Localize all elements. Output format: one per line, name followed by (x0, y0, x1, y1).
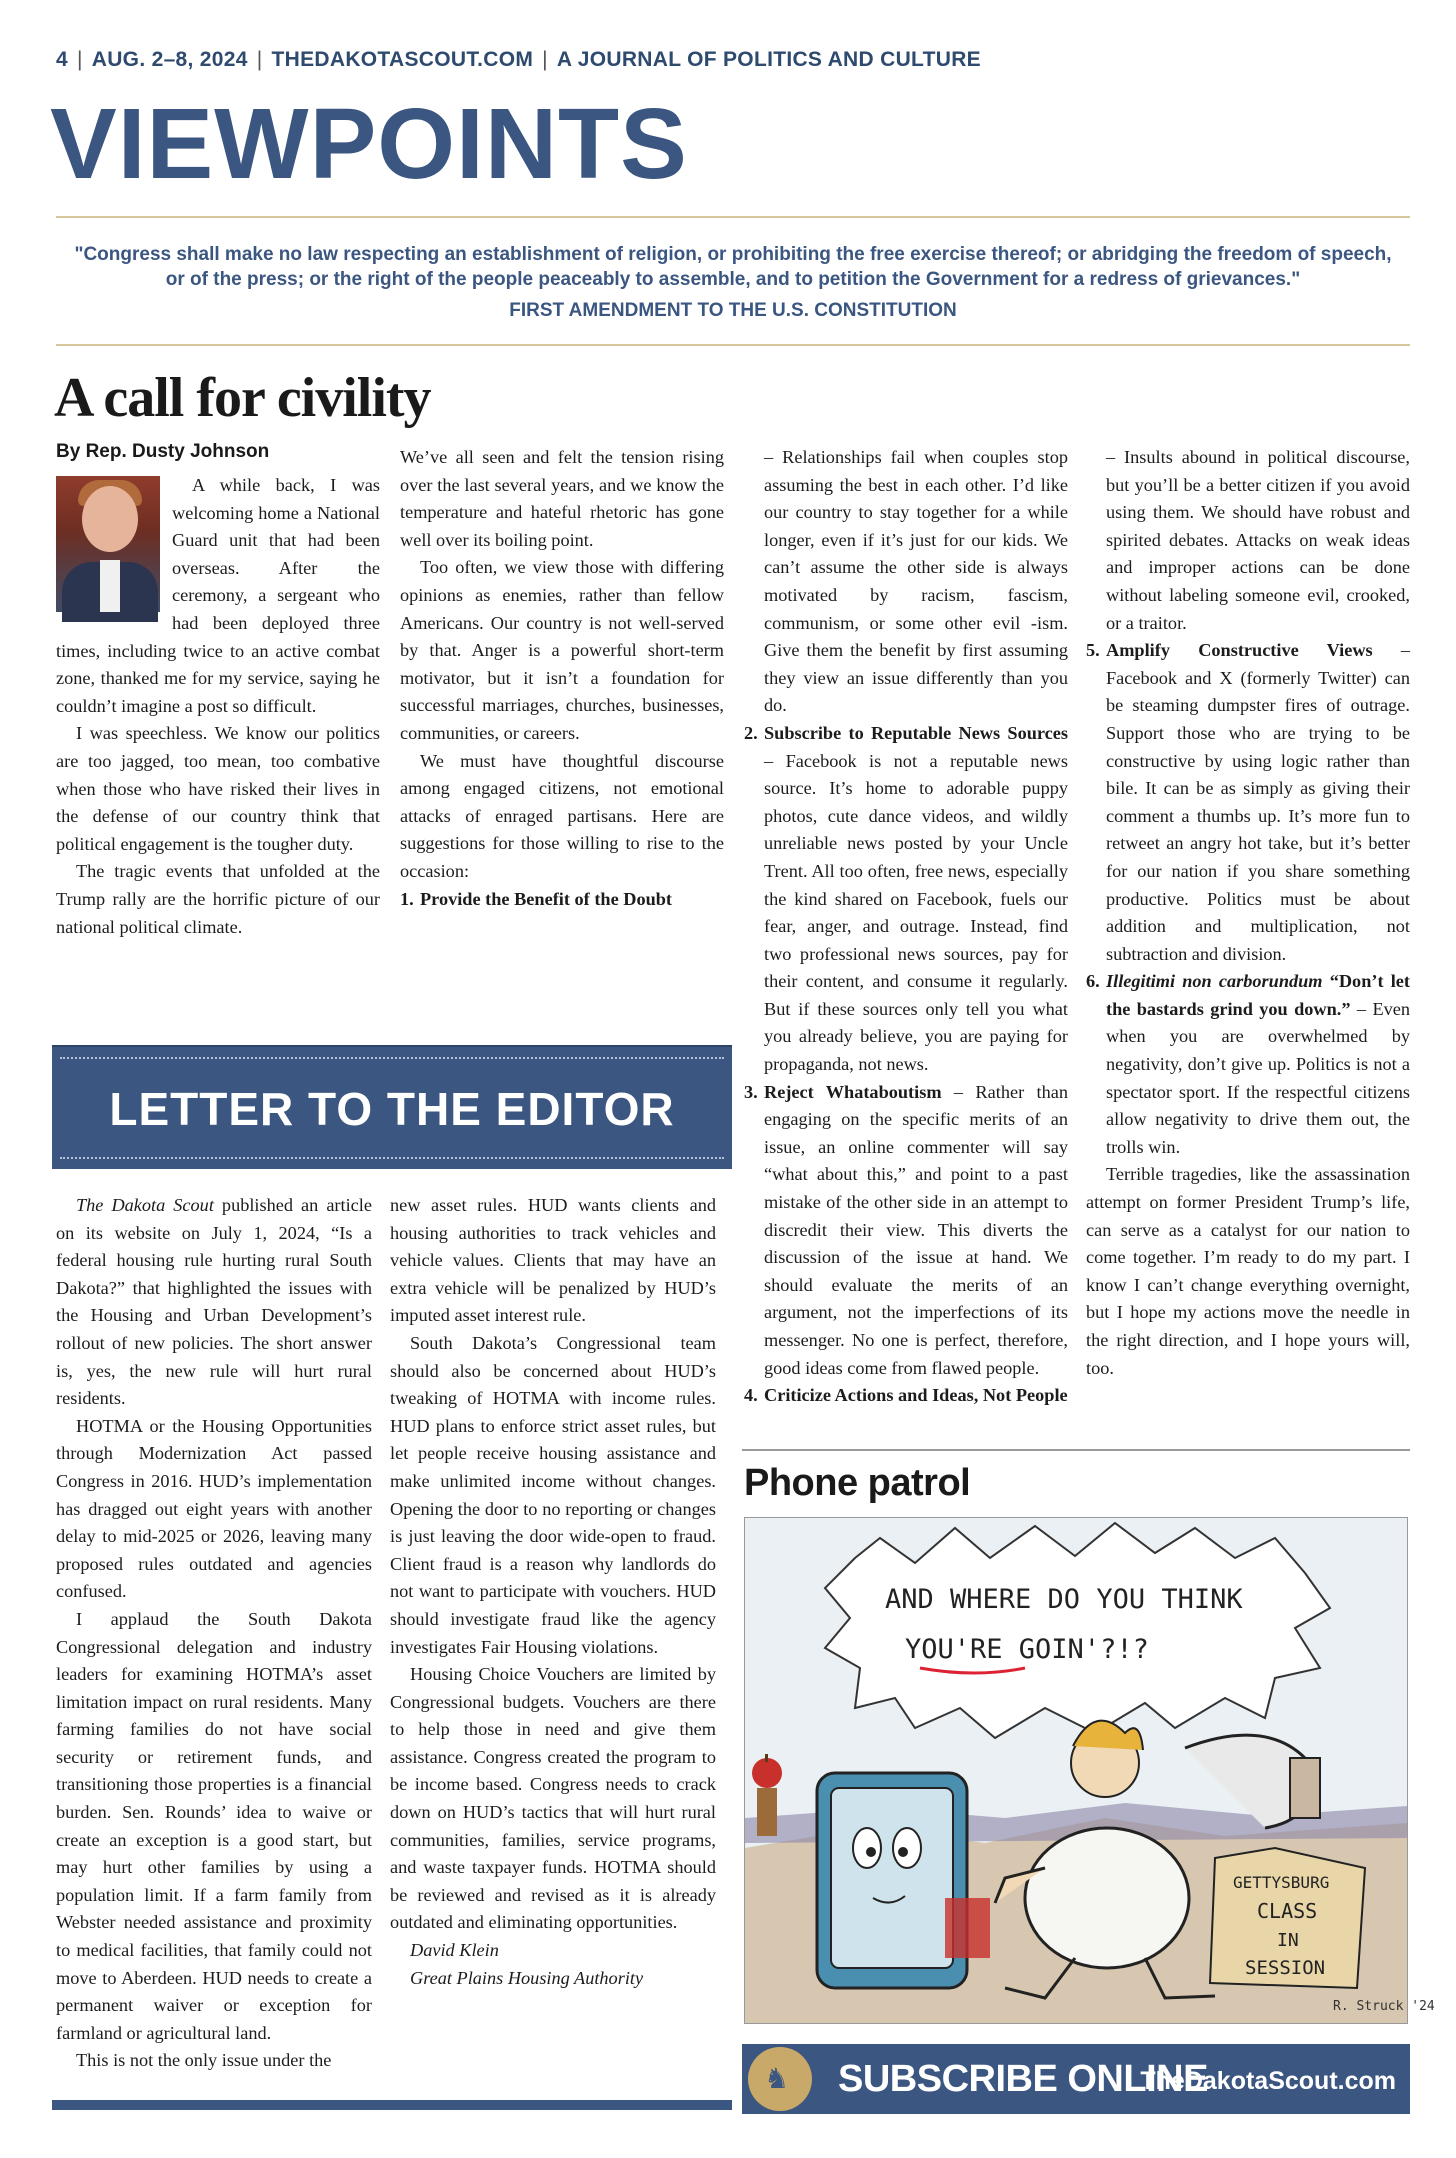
letter-column-1 (56, 1192, 372, 2075)
letter-signature-name: David Klein (410, 1940, 499, 1961)
issue-date: AUG. 2–8, 2024 (91, 48, 248, 71)
letter-paragraph (56, 1192, 372, 1413)
item-number: 4. (744, 1385, 758, 1406)
letter-text: published an article on its website on July 1, 2024, “Is a federal housing rule hurting rural South Dakota?” that highlighted the issues with the Housing and Urban Development’s rollout of new policies. The short answer is, yes, the new rule will hurt rural residents. (56, 1195, 372, 1409)
article-paragraph: Too often, we view those with differing opinions as enemies, rather than fellow Americans. Our country is not well-served by that. Anger is a powerful short-term motivator, but it isn’t a foundation for successful marriages, churches, businesses, communities, or careers. (400, 557, 724, 743)
letter-paragraph: new asset rules. HUD wants clients and housing authorities to track vehicles and vehicle values. Clients that may have an extra vehicle will be penalized by HUD’s imputed asset interest rule. (390, 1195, 716, 1326)
item-heading: Provide the Benefit of the Doubt (420, 888, 673, 909)
item-heading: Criticize Actions and Ideas, Not People (764, 1385, 1068, 1406)
publication-name: The Dakota Scout (76, 1195, 214, 1215)
sign-line: GETTYSBURG (1233, 1873, 1330, 1892)
suggestion-item (400, 886, 724, 914)
horse-rider-icon: ♞ (764, 2062, 790, 2095)
article-paragraph: We’ve all seen and felt the tension rising over the last several years, and we know the temperature and hateful rhetoric has gone well over its boiling point. (400, 447, 724, 550)
first-amendment-quote (56, 242, 1410, 292)
item-heading: Amplify Constructive Views (1106, 640, 1373, 661)
suggestion-item (1086, 637, 1410, 968)
article-paragraph: The tragic events that unfolded at the Trump rally are the horrific picture of our national political climate. (56, 861, 380, 937)
article-column-2 (400, 444, 724, 913)
bottom-rule (52, 2100, 732, 2110)
author-photo (56, 476, 160, 612)
suggestion-item (1086, 968, 1410, 1161)
subscribe-banner[interactable] (742, 2044, 1410, 2114)
publication-tagline: A JOURNAL OF POLITICS AND CULTURE (556, 48, 981, 71)
section-title: VIEWPOINTS (50, 88, 688, 200)
class-sign (1210, 1848, 1365, 1988)
editorial-cartoon (744, 1517, 1435, 2024)
article-paragraph: We must have thoughtful discourse among engaged citizens, not emotional attacks of enraged partisans. Here are suggestions for those willing to rise to the occasion: (400, 750, 724, 881)
item-number: 5. (1086, 640, 1100, 661)
letter-banner-title: LETTER TO THE EDITOR (109, 1083, 675, 1135)
quote-source: FIRST AMENDMENT TO THE U.S. CONSTITUTION (509, 300, 957, 321)
article-closing: Terrible tragedies, like the assassination attempt on former President Trump’s life, can serve as a catalyst for our nation to come together. I’m ready to do my part. I know I can’t change everything overnight, but I hope my actions move the needle in the right direction, and I hope yours will, too. (1086, 1164, 1410, 1378)
suggestion-text: – Relationships fail when couples stop assuming the best in each other. I’d like our country to stay together for a while longer, even if it’s just for our kids. We can’t assume the other side is always motivated by racism, fascism, communism, or some other evil -ism. Give them the benefit by first assuming they view an issue differently than you do. (764, 447, 1068, 716)
sign-line: SESSION (1245, 1957, 1326, 1979)
quote-line: "Congress shall make no law respecting an establishment of religion, or prohibiting the free exercise thereof; or abridging the freedom of speech, (74, 244, 1392, 265)
item-number: 1. (400, 888, 414, 909)
sign-line: IN (1277, 1930, 1299, 1951)
speech-bubble (825, 1523, 1330, 1738)
section-divider (56, 216, 1410, 218)
quote-line: or of the press; or the right of the people peaceably to assemble, and to petition the Government for a redress of grievances." (165, 269, 1301, 290)
cartoon-title: Phone patrol (744, 1462, 971, 1504)
letter-paragraph: HOTMA or the Housing Opportunities through Modernization Act passed Congress in 2016. HUD’s implementation has dragged out eight years with another delay to mid-2025 or 2026, leaving many proposed rules outdated and agencies confused. (56, 1415, 372, 1602)
item-heading-latin: Illegitimi non carborundum (1106, 971, 1323, 992)
item-text: – Facebook is not a reputable news source. It’s home to adorable puppy photos, cute dance videos, and wildly unreliable news posted by your Uncle Trent. All too often, free news, especially the kind shared on Facebook, fuels our fear, anger, and outrage. Instead, find two professional news sources, pay for their content, and consume it regularly. But if these sources only tell you what you already believe, you are paying for propaganda, not news. (764, 750, 1068, 1075)
suggestion-item (744, 1382, 1068, 1410)
speech-line: AND WHERE DO YOU THINK (885, 1584, 1243, 1615)
article-paragraph: A while back, I was welcoming home a National Guard unit that had been overseas. After the ceremony, a sergeant who had been deployed three times, including twice to an active combat zone, thanked me for my service, saying he couldn’t imagine a post so difficult. (56, 475, 380, 716)
artist-signature: R. Struck '24 (1333, 1999, 1435, 2014)
letter-banner (52, 1045, 732, 1169)
item-heading: Reject Whataboutism (764, 1081, 942, 1102)
subscribe-label[interactable]: SUBSCRIBE ONLINE (838, 2058, 1208, 2100)
item-number: 3. (744, 1081, 758, 1102)
article-headline: A call for civility (54, 367, 431, 429)
article-paragraph: I was speechless. We know our politics are too jagged, too mean, too combative when those who have risked their lives in the defense of our country think that political engagement is the tougher duty. (56, 723, 380, 854)
article-column-1 (56, 472, 380, 941)
section-divider (56, 344, 1410, 346)
article-column-4 (1086, 444, 1410, 1382)
letter-paragraph: South Dakota’s Congressional team should also be concerned about HUD’s tweaking of HOTMA with income rules. HUD plans to enforce strict asset rules, but let people receive housing assistance and make unlimited income without changes. Opening the door to no reporting or changes is just leaving the door wide-open to fraud. Client fraud is a reason why landlords do not want to participate with vouchers. HUD should investigate fraud like the agency investigates Fair Housing violations. (390, 1332, 716, 1657)
sign-line: CLASS (1257, 1899, 1318, 1923)
letter-signature-org: Great Plains Housing Authority (410, 1967, 644, 1988)
suggestion-item (744, 720, 1068, 1079)
item-text: – Facebook and X (formerly Twitter) can be steaming dumpster fires of outrage. Support those who are trying to be constructive by using logic rather than bile. It can be as simply as giving their comment a thumbs up. It’s more fun to retweet an angry hot take, but it’s better for our nation if you share something productive. Politics must be about addition and multiplication, not subtraction and division. (1106, 640, 1410, 964)
article-byline: By Rep. Dusty Johnson (56, 441, 270, 462)
subscribe-url[interactable]: TheDakotaScout.com (1140, 2067, 1396, 2095)
item-text: – Even when you are overwhelmed by negativity, don’t give up. Politics is not a spectator sport. If the respectful citizens allow negativity to drive them out, the trolls win. (1106, 998, 1411, 1157)
page-folio: 4 | AUG. 2–8, 2024 | THEDAKOTASCOUT.COM | A JOURNAL OF POLITICS AND CULTURE (56, 48, 981, 71)
item-text: – Rather than engaging on the specific merits of an issue, an online commenter will say “what about this,” and point to a past mistake of the other side in an attempt to discredit their view. This diverts the discussion of the issue at hand. We should evaluate the merits of an argument, not the imperfections of its messenger. No one is perfect, therefore, good ideas come from flawed people. (764, 1081, 1068, 1378)
suggestion-text: – Insults abound in political discourse, but you’ll be a better citizen if you avoid using them. We should have robust and spirited debates. Attacks on weak ideas and improper actions can be done without labeling someone evil, crooked, or a traitor. (1106, 447, 1410, 633)
cartoon-divider (742, 1449, 1410, 1451)
cartoon-illustration (745, 1518, 1435, 2023)
article-column-3 (744, 444, 1068, 1410)
letter-paragraph: Housing Choice Vouchers are limited by Congressional budgets. Vouchers are there to help those in need and give them assistance. Congress created the program to be income based. Congress needs to crack down on HUD’s tactics that will hurt rural communities, families, service programs, and waste taxpayer funds. HOTMA should be reviewed and revised as it is already outdated and eliminating opportunities. (390, 1664, 716, 1933)
speech-line: YOU'RE GOIN'?!? (905, 1634, 1149, 1665)
item-number: 6. (1086, 971, 1100, 992)
page-number: 4 (56, 48, 68, 71)
letter-paragraph: This is not the only issue under the (76, 2050, 332, 2071)
item-heading: Subscribe to Reputable News Sources (764, 722, 1068, 743)
apple-icon (752, 1758, 782, 1788)
item-heading: “Don’t let the bastards grind you down.” (1106, 971, 1410, 1019)
letter-column-2 (390, 1192, 716, 1992)
letter-paragraph: I applaud the South Dakota Congressional delegation and industry leaders for examining HOTMA’s asset limitation impact on rural residents. Many farming families do not have social security or retirement funds, and transitioning those properties is a financial burden. Sen. Rounds’ idea to waive or create an exception is a good start, but may hurt other families by using a population limit. If a farm family from Webster needed assistance and proximity to medical facilities, that family could not move to Aberdeen. HUD needs to create a permanent waiver or exception for farmland or agricultural land. (56, 1608, 372, 2043)
suggestion-item (744, 1079, 1068, 1383)
site-link[interactable]: THEDAKOTASCOUT.COM (271, 48, 534, 71)
smartphone-character (817, 1773, 990, 1988)
item-number: 2. (744, 722, 758, 743)
